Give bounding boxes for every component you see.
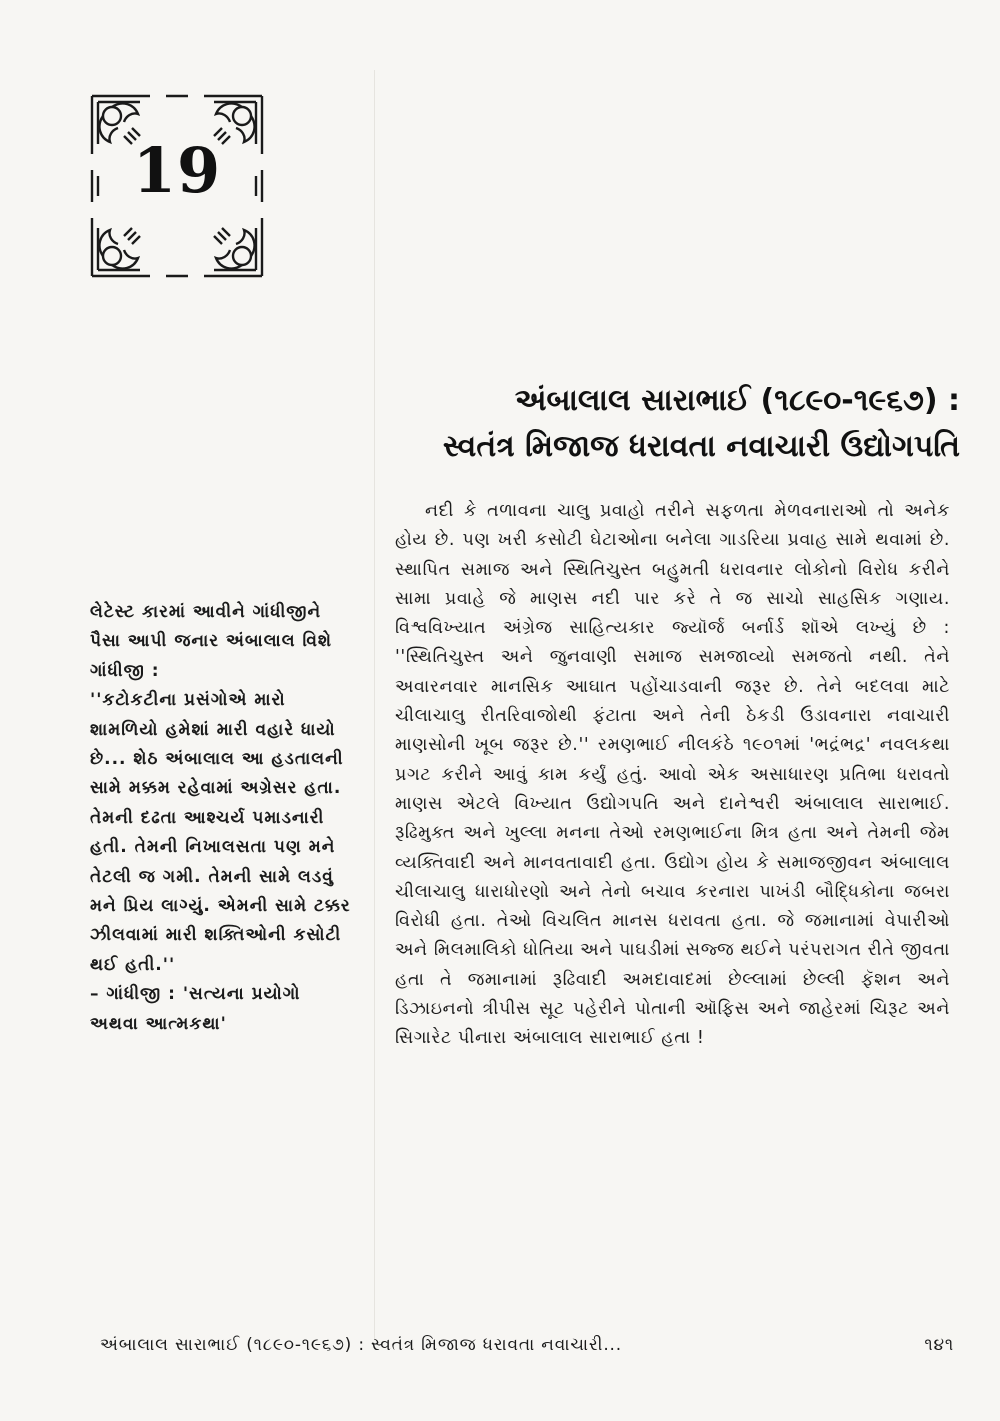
running-title: અંબાલાલ સારાભાઈ (૧૮૯૦-૧૯૬૭) : સ્વતંત્ર મિજાજ ધરાવતા નવાચારી... — [100, 1335, 622, 1355]
chapter-title-line-2: સ્વતંત્ર મિજાજ ધરાવતા નવાચારી ઉદ્યોગપતિ — [442, 429, 960, 464]
column-divider — [374, 70, 375, 1340]
body-paragraph: નદી કે તળાવના ચાલુ પ્રવાહો તરીને સફળતા મેળવનારાઓ તો અનેક હોય છે. પણ ખરી કસોટી ઘેટાઓના બનેલા ગાડરિયા પ્રવાહ સામે થવામાં છે. સ્થાપિત સમાજ અને સ્થિતિચુસ્ત બહુમતી ધરાવનાર લોકોનો વિરોધ કરીને સામા પ્રવાહે જે માણસ નદી પાર કરે તે જ સાચો સાહસિક ગણાય. વિશ્વવિખ્યાત અંગ્રેજ સાહિત્યકાર જ્યૉર્જ બર્નાર્ડ શૉએ લખ્યું છે : ''સ્થિતિચુસ્ત અને જુનવાણી સમાજ સમજાવ્યો સમજતો નથી. તેને અવારનવાર માનસિક આઘાત પહોંચાડવાની જરૂર છે. તેને બદલવા માટે ચીલાચાલુ રીતરિવાજોથી ફંટાતા અને તેની ઠેકડી ઉડાવનારા નવાચારી માણસોની ખૂબ જરૂર છે.'' રમણભાઈ નીલકંઠે ૧૯૦૧માં 'ભદ્રંભદ્ર' નવલકથા પ્રગટ કરીને આવું કામ કર્યું હતું. આવો એક અસાધારણ પ્રતિભા ધરાવતો માણસ એટલે વિખ્યાત ઉદ્યોગપતિ અને દાનેશ્વરી અંબાલાલ સારાભાઈ. રૂઢિમુક્ત અને ખુલ્લા મનના તેઓ રમણભાઈના મિત્ર હતા અને તેમની જેમ વ્યક્તિવાદી અને માનવતાવાદી હતા. ઉદ્યોગ હોય કે સમાજજીવન અંબાલાલ ચીલાચાલુ ધારાધોરણો અને તેનો બચાવ કરનારા પાખંડી બૌદ્ધિકોના જબરા વિરોધી હતા. તેઓ વિચલિત માનસ ધરાવતા હતા. જે જમાનામાં વેપારીઓ અને મિલમાલિકો ધોતિયા અને પાઘડીમાં સજ્જ થઈને પરંપરાગત રીતે જીવતા હતા તે જમાનામાં રૂઢિવાદી અમદાવાદમાં છેલ્લામાં છેલ્લી ફૅશન અને ડિઝાઇનનો ત્રીપીસ સૂટ પહેરીને પોતાની ઑફિસ અને જાહેરમાં ચિરૂટ અને સિગારેટ પીનારા અંબાલાલ સારાભાઈ હતા ! — [395, 501, 950, 1049]
sidebar-quote — [90, 598, 356, 1039]
sidebar-quote-text: ''કટોકટીના પ્રસંગોએ મારો શામળિયો હમેશાં મારી વહારે ધાયો છે... શેઠ અંબાલાલ આ હડતાલની સામે મક્કમ રહેવામાં અગ્રેસર હતા. તેમની દઢતા આશ્ચર્ય પમાડનારી હતી. તેમની નિખાલસતા પણ મને તેટલી જ ગમી. તેમની સામે લડવું મને પ્રિય લાગ્યું. એમની સામે ટક્કર ઝીલવામાં મારી શક્તિઓની કસોટી થઈ હતી.'' — [90, 690, 351, 975]
sidebar-intro: લેટેસ્ટ કારમાં આવીને ગાંધીજીને પૈસા આપી જનાર અંબાલાલ વિશે ગાંધીજી : — [90, 602, 333, 681]
chapter-title — [370, 378, 960, 470]
page-footer — [100, 1335, 960, 1367]
sidebar-source: – ગાંધીજી : 'સત્યના પ્રયોગો અથવા આત્મકથા' — [90, 984, 301, 1034]
page-number: ૧૪૧ — [924, 1335, 954, 1355]
chapter-number: 19 — [132, 134, 222, 207]
chapter-title-line-1: અંબાલાલ સારાભાઈ (૧૮૯૦-૧૯૬૭) : — [514, 383, 960, 418]
chapter-ornament-frame — [88, 92, 266, 280]
